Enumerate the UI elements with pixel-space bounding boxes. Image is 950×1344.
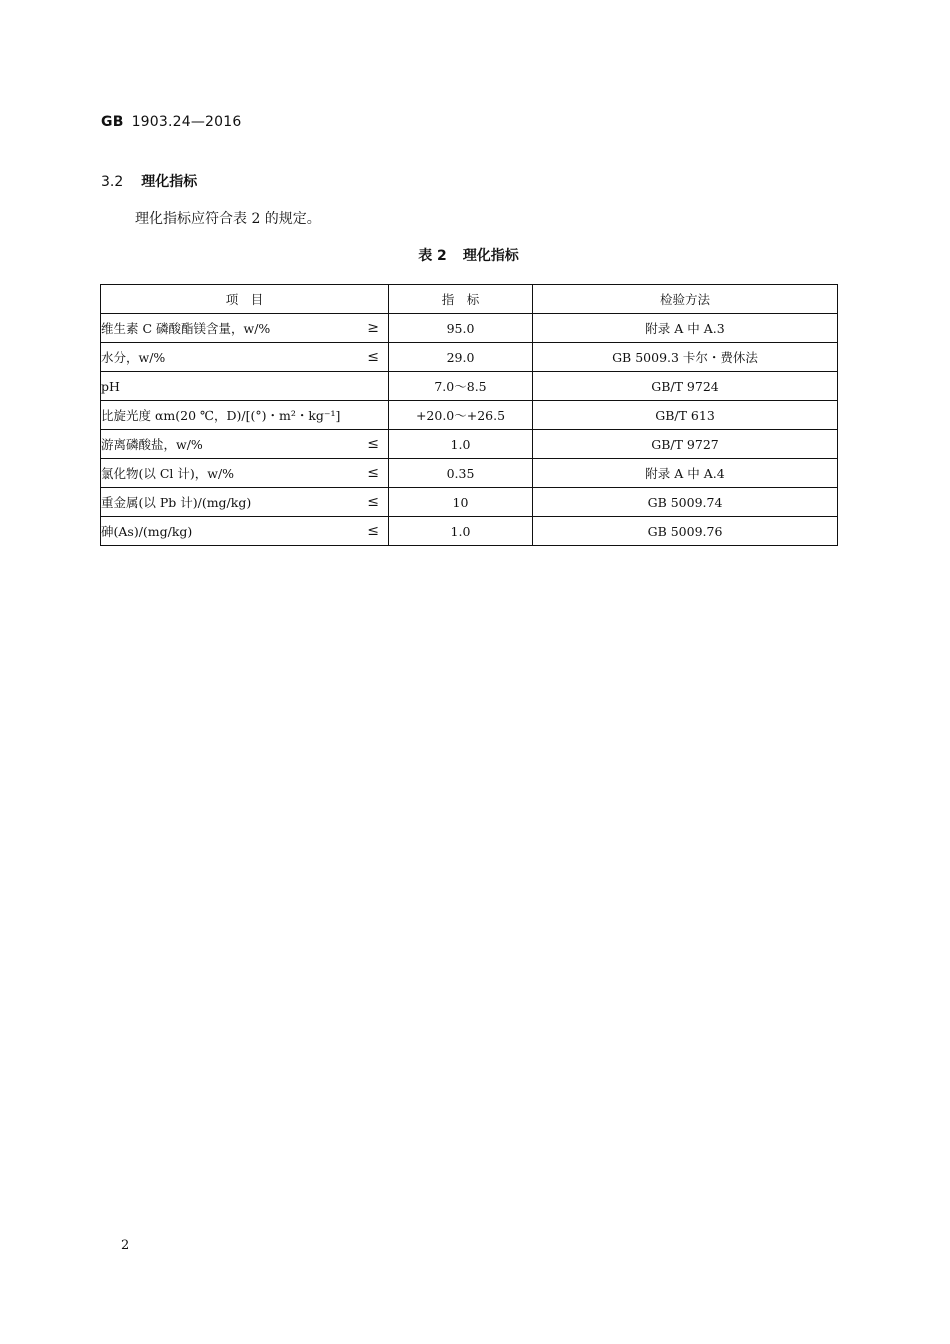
- header-method: 检验方法: [533, 285, 838, 314]
- standard-number: 1903.24—2016: [131, 114, 242, 130]
- header-value: 指 标: [389, 285, 533, 314]
- row-method: 附录 A 中 A.3: [533, 314, 838, 343]
- row-item: 氯化物(以 Cl 计)，w/%: [101, 466, 235, 481]
- row-item-cell: [101, 517, 389, 546]
- table-header-row: [101, 285, 838, 314]
- row-value: 0.35: [389, 459, 533, 488]
- row-value: 29.0: [389, 343, 533, 372]
- row-method: GB/T 613: [533, 401, 838, 430]
- row-item: pH: [101, 378, 120, 394]
- section-heading: [101, 171, 197, 191]
- section-number: 3.2: [101, 174, 124, 190]
- row-item: 重金属(以 Pb 计)/(mg/kg): [101, 495, 252, 510]
- row-item: 比旋光度 αm(20 ℃，D)/[(°)・m²・kg⁻¹]: [101, 408, 341, 423]
- table-caption: [0, 245, 937, 265]
- table-caption-label: 表 2: [418, 248, 447, 264]
- row-method: GB/T 9727: [533, 430, 838, 459]
- row-symbol: ≤: [367, 465, 379, 481]
- spec-table: [100, 284, 838, 546]
- table-row: [101, 459, 838, 488]
- table-row: [101, 430, 838, 459]
- header-item: 项 目: [101, 285, 389, 314]
- standard-header: [101, 114, 242, 130]
- row-value: 95.0: [389, 314, 533, 343]
- row-symbol: ≥: [367, 320, 379, 336]
- standard-prefix: GB: [101, 114, 124, 130]
- row-symbol: ≤: [367, 494, 379, 510]
- table-caption-title: 理化指标: [462, 248, 519, 264]
- row-item: 水分，w/%: [101, 350, 166, 365]
- row-method: GB/T 9724: [533, 372, 838, 401]
- body-paragraph: 理化指标应符合表 2 的规定。: [135, 211, 321, 227]
- row-symbol: ≤: [367, 349, 379, 365]
- table-row: [101, 343, 838, 372]
- table-row: [101, 488, 838, 517]
- row-item-cell: [101, 430, 389, 459]
- row-item-cell: [101, 488, 389, 517]
- row-item-cell: [101, 343, 389, 372]
- row-item-cell: [101, 459, 389, 488]
- row-item: 维生素 C 磷酸酯镁含量，w/%: [101, 321, 271, 336]
- row-value: +20.0～+26.5: [389, 401, 533, 430]
- table-row: [101, 314, 838, 343]
- row-item: 砷(As)/(mg/kg): [101, 524, 193, 539]
- row-value: 7.0～8.5: [389, 372, 533, 401]
- row-item-cell: [101, 401, 389, 430]
- page-number: 2: [121, 1238, 130, 1253]
- table-row: [101, 401, 838, 430]
- row-value: 1.0: [389, 517, 533, 546]
- row-method: GB 5009.3 卡尔・费休法: [533, 343, 838, 372]
- row-item: 游离磷酸盐，w/%: [101, 437, 203, 452]
- row-method: GB 5009.74: [533, 488, 838, 517]
- row-value: 10: [389, 488, 533, 517]
- row-symbol: ≤: [367, 523, 379, 539]
- section-title: 理化指标: [141, 174, 198, 190]
- row-item-cell: [101, 314, 389, 343]
- row-symbol: ≤: [367, 436, 379, 452]
- row-value: 1.0: [389, 430, 533, 459]
- table-row: [101, 517, 838, 546]
- row-method: 附录 A 中 A.4: [533, 459, 838, 488]
- row-item-cell: [101, 372, 389, 401]
- row-method: GB 5009.76: [533, 517, 838, 546]
- table-row: [101, 372, 838, 401]
